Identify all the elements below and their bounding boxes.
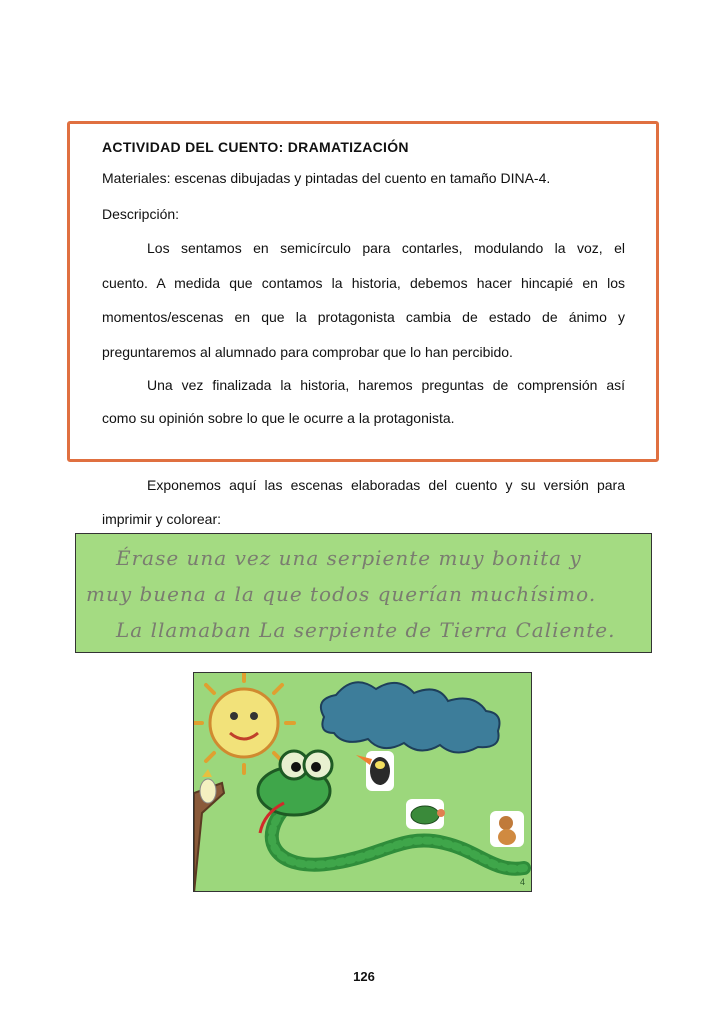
paragraph-line: momentos/escenas en que la protagonista cambia de estado de ánimo y <box>102 309 625 325</box>
turtle-icon <box>406 799 445 829</box>
materials-line: Materiales: escenas dibujadas y pintadas del cuento en tamaño DINA-4. <box>102 170 551 186</box>
handwritten-line: Érase una vez una serpiente muy bonita y <box>116 546 582 570</box>
sun-icon <box>194 673 294 773</box>
intro-line: Exponemos aquí las escenas elaboradas del cuento y su versión para <box>147 477 625 493</box>
handwritten-story-strip <box>75 533 652 653</box>
paragraph-line: preguntaremos al alumnado para comprobar que lo han percibido. <box>102 344 513 360</box>
paragraph-line: cuento. A medida que contamos la historia, debemos hacer hincapié en los <box>102 275 625 291</box>
paragraph-line: Los sentamos en semicírculo para contarles, modulando la voz, el <box>147 240 625 256</box>
illustration-drawing <box>194 673 532 892</box>
illustration-signature: 4 <box>520 877 526 887</box>
intro-line: imprimir y colorear: <box>102 511 222 527</box>
activity-title: ACTIVIDAD DEL CUENTO: DRAMATIZACIÓN <box>102 139 409 155</box>
handwritten-line: muy buena a la que todos querían muchísimo. <box>86 582 597 606</box>
story-illustration <box>193 672 532 892</box>
description-label: Descripción: <box>102 206 180 222</box>
paragraph-line: como su opinión sobre lo que le ocurre a la protagonista. <box>102 410 455 426</box>
handwritten-line: La llamaban La serpiente de Tierra Caliente. <box>116 618 616 642</box>
monkey-icon <box>490 811 524 847</box>
paragraph-line: Una vez finalizada la historia, haremos preguntas de comprensión así <box>147 377 625 393</box>
page-number: 126 <box>353 969 375 984</box>
